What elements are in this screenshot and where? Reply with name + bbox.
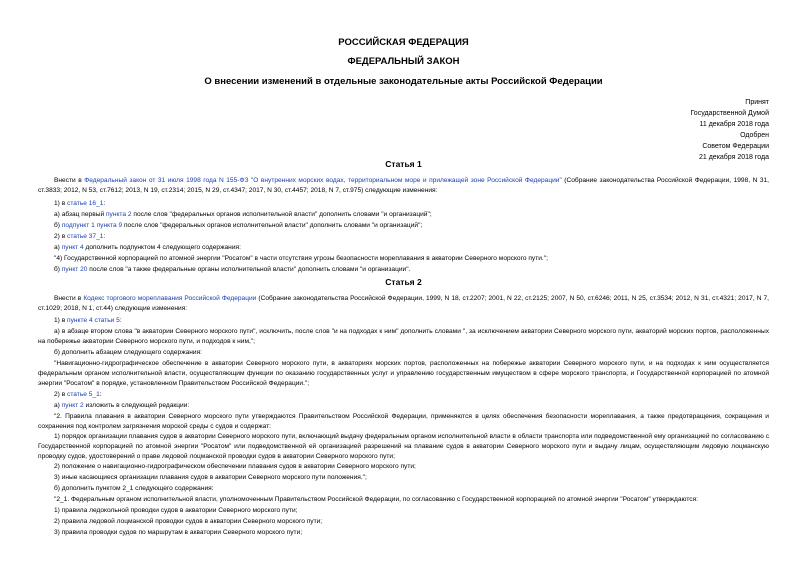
text: (Собрание законодательства Российской Федерации, 1998, N 31, ст.3833; 2012, N 53, ст.7612; 2013, N 19, ст.2314; 2015, N 29, ст.4347; 2017, N 30, ст.4457; 2018, N 7, ст.975) следующие изменения: [38, 177, 769, 194]
a1-item-2a [38, 243, 769, 253]
point-20-link[interactable]: пункт 20 [61, 266, 88, 273]
adoption-block [690, 97, 769, 163]
text: после слов "а также федеральные органы исполнительной власти" дополнить словами "и организации". [87, 266, 411, 273]
article-16-1-link[interactable]: статье 16_1 [67, 200, 104, 207]
point-2-link[interactable]: пункт 2 [61, 402, 84, 409]
a2-item-2 [38, 390, 769, 400]
page-title: О внесении изменений в отдельные законодательные акты Российской Федерации [204, 76, 603, 87]
point-4-article-5-link[interactable]: пункте 4 статьи 5 [67, 317, 120, 324]
text: б) [54, 222, 62, 229]
law-155-link[interactable]: Федеральный закон от 31 июля 1998 года N 155-ФЗ "О внутренних морских водах, территориальном море и прилежащей зоне Российской Федерации" [84, 177, 562, 184]
text: изложить в следующей редакции: [83, 402, 190, 409]
article-1-intro [38, 176, 769, 196]
text: : [103, 200, 106, 207]
a1-quote: "4) Государственной корпорацией по атомной энергии "Росатом" в части отсутствия угрозы безопасности мореплавания в акватории Северного морского пути."; [54, 255, 548, 262]
a2-quote-2-1: 1) порядок организации плавания судов в акватории Северного морского пути, включающий выдачу федеральным органом исполнительной власти в области транспорта или подведомственной ему организацией по согласованию с Государственной корпорацией по атомной энергии "Росатом" или подведомственной ей организацией разрешений на плавание судов в акватории Северного морского пути и выдачу лицам, осуществляющим ледовую лоцманскую проводку судов, удостоверений о праве ледовой лоцманской проводки судов в акватории Северного морского пути; [38, 433, 769, 460]
a2-item-1 [38, 316, 769, 326]
article-2-intro [38, 294, 769, 314]
article-2-heading: Статья 2 [385, 277, 422, 287]
a2-item-1b: б) дополнить абзацем следующего содержания: [54, 349, 203, 356]
text: 1) в [54, 317, 68, 324]
a2-quote-3-1: 1) правила ледокольной проводки судов в акватории Северного морского пути; [54, 507, 298, 514]
text: дополнить подпунктом 4 следующего содержания: [83, 244, 241, 251]
a2-quote-1: "Навигационно-гидрографическое обеспечение в акватории Северного морского пути, в акваториях морских портов, расположенных на побережье акватории Северного морского пути, и на подходах к ним осуществляется федеральным органом исполнительной власти, осуществляющим функции по оказанию государственных услуг и управлению государственным имуществом в сфере морского транспорта, и Государственной корпорацией по атомной энергии "Росатом" в порядке, установленном Правительством Российской Федерации."; [38, 360, 769, 387]
text: после слов "федеральных органов исполнительной власти" дополнить словами "и организаций"; [131, 211, 432, 218]
council-label: Советом Федерации [702, 143, 769, 150]
a1-item-1 [38, 199, 769, 209]
approved-label: Одобрен [740, 132, 769, 139]
a2-quote-3: "2_1. Федеральным органом исполнительной власти, уполномоченным Правительством Российской Федерации, по согласованию с Государственной корпорацией по атомной энергии "Росатом" утверждаются: [54, 496, 698, 503]
text: а) [54, 244, 62, 251]
text: а) [54, 402, 62, 409]
a1-item-2 [38, 232, 769, 242]
point-4-link[interactable]: пункт 4 [61, 244, 84, 251]
subpoint-1-point-9-link[interactable]: подпункт 1 пункта 9 [61, 222, 123, 229]
article-37-1-link[interactable]: статье 37_1 [67, 233, 104, 240]
point-2-link[interactable]: пункта 2 [105, 211, 132, 218]
duma-date: 11 декабря 2018 года [699, 121, 769, 128]
a2-quote-3-2: 2) правила ледовой лоцманской проводки судов в акватории Северного морского пути; [54, 518, 323, 525]
text: 2) в [54, 391, 68, 398]
article-5-1-link[interactable]: статье 5_1 [67, 391, 100, 398]
a2-item-2b: б) дополнить пунктом 2_1 следующего содержания: [54, 485, 214, 492]
a2-item-1a: а) в абзаце втором слова "в акватории Северного морского пути", исключить, после слов "и на подходах к ним" дополнить словами ", за исключением акватории Северного морского пути, акваторий морских портов, расположенных на побережье акватории Северного морского пути, и подходов к ним,"; [38, 328, 769, 345]
a2-quote-3-3: 3) правила проводки судов по маршрутам в акватории Северного морского пути; [54, 529, 303, 536]
council-date: 21 декабря 2018 года [698, 154, 769, 161]
a2-quote-2-3: 3) иные касающиеся организации плавания судов в акватории Северного морского пути положения."; [54, 474, 367, 481]
article-1-heading: Статья 1 [385, 159, 422, 169]
a2-quote-2: "2. Правила плавания в акватории Северного морского пути утверждаются Правительством Российской Федерации, применяются в целях обеспечения безопасности мореплавания, а также предотвращения, сокращения и сохранения под контролем загрязнения морской среды с судов и содержат: [38, 413, 769, 430]
text: : [99, 391, 102, 398]
text: а) абзац первый [54, 211, 106, 218]
a2-quote-2-2: 2) положение о навигационно-гидрографическом обеспечении плавания судов в акватории Северного морского пути; [54, 463, 416, 470]
text: Внести в [54, 295, 84, 302]
text: (Собрание законодательства Российской Федерации, 1999, N 18, ст.2207; 2001, N 22, ст.2125; 2007, N 50, ст.6246; 2011, N 25, ст.3534; 2012, N 31, ст.4321; 2017, N 7, ст.1029; 2018, N 1, ст.44) следующие изменения: [38, 295, 770, 312]
text: : [103, 233, 106, 240]
a1-item-1b [38, 221, 769, 231]
text: : [119, 317, 122, 324]
text: 1) в [54, 200, 68, 207]
a1-item-2b [38, 265, 769, 275]
text: Внести в [54, 177, 85, 184]
text: после слов "федеральных органов исполнительной власти" дополнить словами "и организаций"; [122, 222, 423, 229]
text: б) [54, 266, 62, 273]
duma-label: Государственной Думой [690, 110, 769, 117]
doc-type-heading: ФЕДЕРАЛЬНЫЙ ЗАКОН [347, 56, 460, 67]
text: 2) в [54, 233, 68, 240]
a2-item-2a [38, 401, 769, 411]
country-heading: РОССИЙСКАЯ ФЕДЕРАЦИЯ [338, 37, 469, 48]
accepted-label: Принят [745, 99, 769, 106]
a1-item-1a [38, 210, 769, 220]
merchant-shipping-code-link[interactable]: Кодекс торгового мореплавания Российской Федерации [83, 295, 257, 302]
